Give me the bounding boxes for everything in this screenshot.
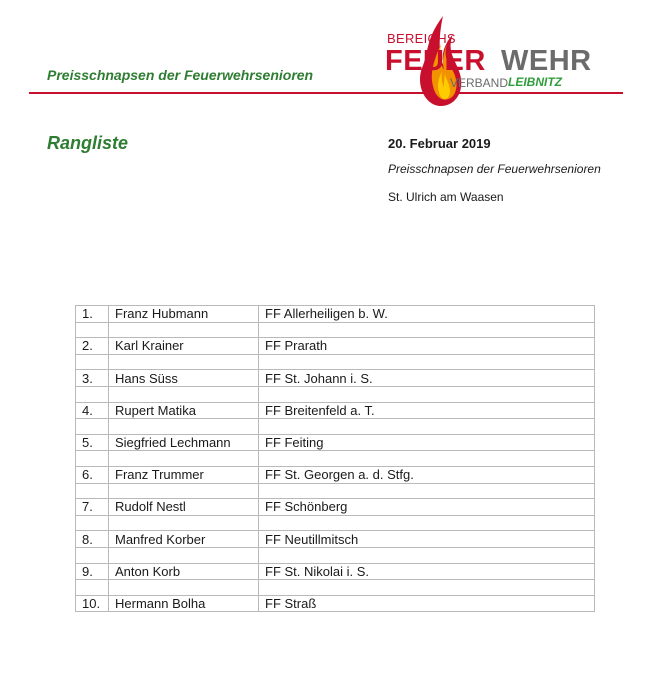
empty-cell bbox=[109, 483, 259, 499]
rank-cell: 1. bbox=[76, 306, 109, 323]
empty-cell bbox=[259, 451, 595, 467]
rank-cell: 9. bbox=[76, 563, 109, 580]
empty-cell bbox=[109, 386, 259, 402]
name-cell: Karl Krainer bbox=[109, 338, 259, 355]
table-spacer-row bbox=[76, 580, 595, 596]
empty-cell bbox=[109, 354, 259, 370]
empty-cell bbox=[259, 386, 595, 402]
unit-cell: FF St. Nikolai i. S. bbox=[259, 563, 595, 580]
ranking-table-body bbox=[76, 306, 595, 612]
unit-cell: FF Breitenfeld a. T. bbox=[259, 402, 595, 419]
event-info bbox=[388, 136, 601, 204]
table-spacer-row bbox=[76, 386, 595, 402]
empty-cell bbox=[259, 547, 595, 563]
rank-cell: 2. bbox=[76, 338, 109, 355]
table-row bbox=[76, 563, 595, 580]
rank-cell: 10. bbox=[76, 595, 109, 612]
name-cell: Franz Hubmann bbox=[109, 306, 259, 323]
name-cell: Rupert Matika bbox=[109, 402, 259, 419]
unit-cell: FF St. Johann i. S. bbox=[259, 370, 595, 387]
event-location: St. Ulrich am Waasen bbox=[388, 190, 504, 204]
empty-cell bbox=[76, 419, 109, 435]
rank-cell: 5. bbox=[76, 434, 109, 451]
empty-cell bbox=[76, 483, 109, 499]
unit-cell: FF Schönberg bbox=[259, 499, 595, 516]
empty-cell bbox=[109, 515, 259, 531]
table-spacer-row bbox=[76, 483, 595, 499]
name-cell: Franz Trummer bbox=[109, 466, 259, 483]
empty-cell bbox=[109, 580, 259, 596]
unit-cell: FF Straß bbox=[259, 595, 595, 612]
name-cell: Anton Korb bbox=[109, 563, 259, 580]
rank-cell: 8. bbox=[76, 531, 109, 548]
name-cell: Manfred Korber bbox=[109, 531, 259, 548]
feuerwehr-logo bbox=[383, 14, 623, 108]
empty-cell bbox=[76, 580, 109, 596]
ranking-table bbox=[75, 305, 595, 612]
empty-cell bbox=[109, 322, 259, 338]
unit-cell: FF Neutillmitsch bbox=[259, 531, 595, 548]
empty-cell bbox=[259, 483, 595, 499]
empty-cell bbox=[109, 419, 259, 435]
table-row bbox=[76, 306, 595, 323]
empty-cell bbox=[76, 322, 109, 338]
name-cell: Rudolf Nestl bbox=[109, 499, 259, 516]
logo-line-leibnitz: LEIBNITZ bbox=[508, 75, 562, 89]
empty-cell bbox=[259, 419, 595, 435]
table-spacer-row bbox=[76, 451, 595, 467]
empty-cell bbox=[76, 547, 109, 563]
table-spacer-row bbox=[76, 322, 595, 338]
name-cell: Hermann Bolha bbox=[109, 595, 259, 612]
unit-cell: FF Prarath bbox=[259, 338, 595, 355]
name-cell: Hans Süss bbox=[109, 370, 259, 387]
logo-word-feuer: FEUER bbox=[385, 45, 486, 77]
page-heading: Rangliste bbox=[47, 133, 129, 153]
unit-cell: FF St. Georgen a. d. Stfg. bbox=[259, 466, 595, 483]
table-row bbox=[76, 370, 595, 387]
table-row bbox=[76, 499, 595, 516]
empty-cell bbox=[76, 354, 109, 370]
empty-cell bbox=[76, 515, 109, 531]
rank-cell: 3. bbox=[76, 370, 109, 387]
rank-cell: 6. bbox=[76, 466, 109, 483]
logo-line-bereichs: BEREICHS bbox=[387, 31, 456, 46]
table-row bbox=[76, 434, 595, 451]
table-row bbox=[76, 402, 595, 419]
empty-cell bbox=[259, 354, 595, 370]
table-row bbox=[76, 531, 595, 548]
unit-cell: FF Allerheiligen b. W. bbox=[259, 306, 595, 323]
empty-cell bbox=[109, 451, 259, 467]
table-row bbox=[76, 338, 595, 355]
table-spacer-row bbox=[76, 515, 595, 531]
table-spacer-row bbox=[76, 547, 595, 563]
name-cell: Siegfried Lechmann bbox=[109, 434, 259, 451]
table-row bbox=[76, 595, 595, 612]
table-spacer-row bbox=[76, 419, 595, 435]
empty-cell bbox=[259, 515, 595, 531]
empty-cell bbox=[109, 547, 259, 563]
event-name: Preisschnapsen der Feuerwehrsenioren bbox=[388, 162, 601, 176]
empty-cell bbox=[259, 322, 595, 338]
table-spacer-row bbox=[76, 354, 595, 370]
empty-cell bbox=[76, 451, 109, 467]
logo-line-verband: VERBAND bbox=[450, 76, 509, 90]
logo-word-wehr: WEHR bbox=[501, 45, 592, 77]
empty-cell bbox=[76, 386, 109, 402]
header-title: Preisschnapsen der Feuerwehrsenioren bbox=[47, 67, 314, 83]
rank-cell: 7. bbox=[76, 499, 109, 516]
event-date: 20. Februar 2019 bbox=[388, 136, 491, 151]
table-row bbox=[76, 466, 595, 483]
empty-cell bbox=[259, 580, 595, 596]
rank-cell: 4. bbox=[76, 402, 109, 419]
unit-cell: FF Feiting bbox=[259, 434, 595, 451]
